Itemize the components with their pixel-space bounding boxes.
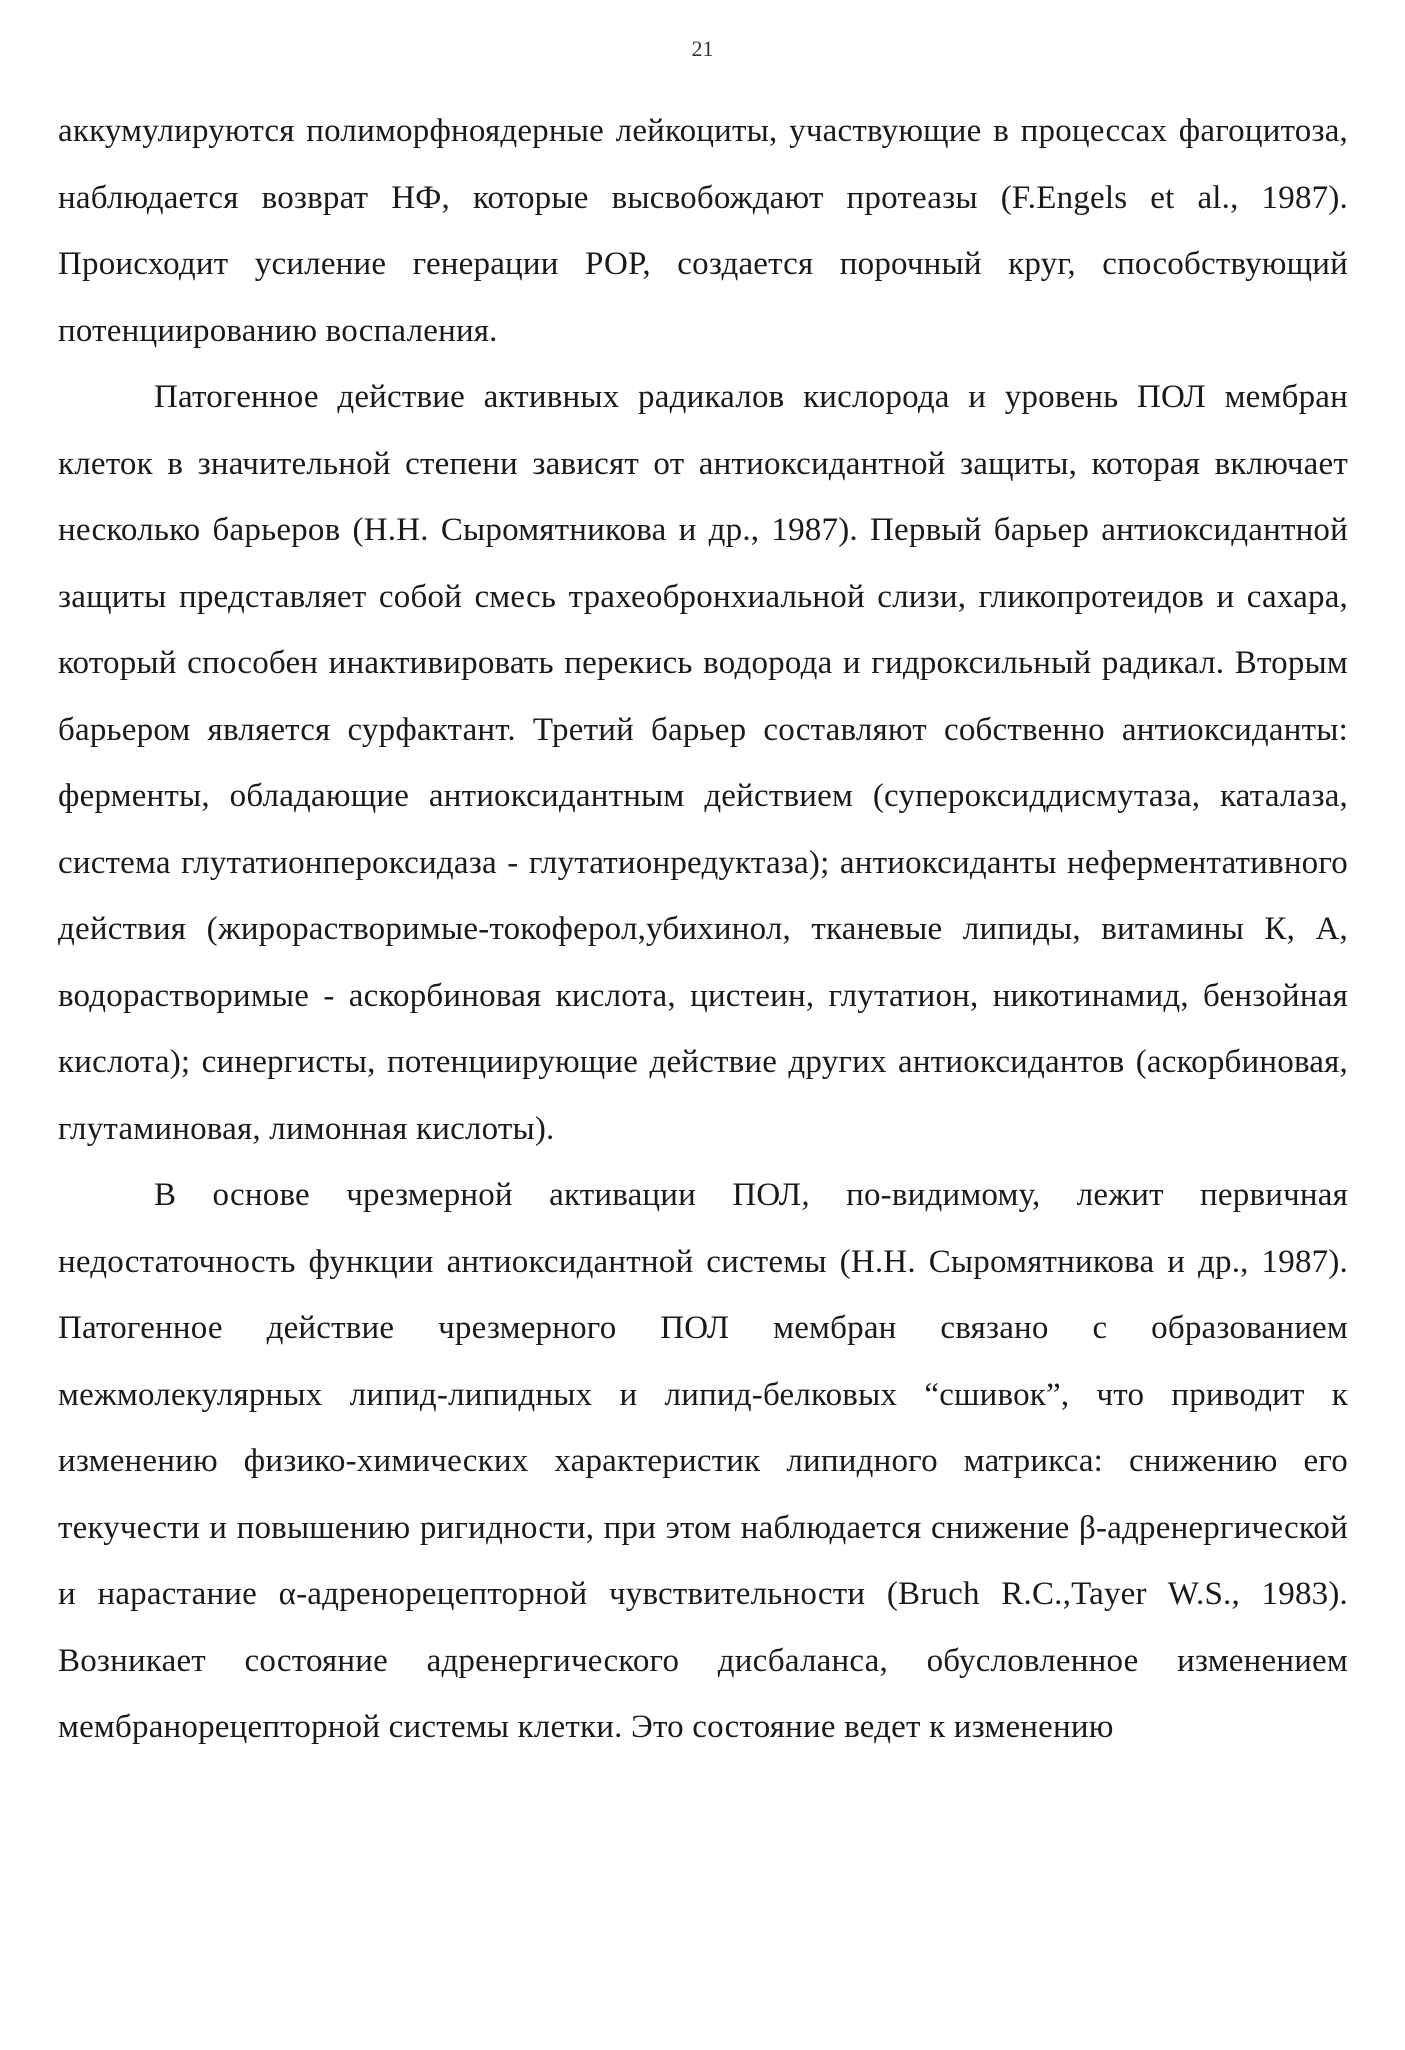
body-text: [58, 98, 1348, 1761]
paragraph-3: В основе чрезмерной активации ПОЛ, по-видимому, лежит первичная недостаточность функции антиоксидантной системы (Н.Н. Сыромятникова и др., 1987). Патогенное действие чрезмерного ПОЛ мембран связано с образованием межмолекулярных липид-липидных и липид-белковых “сшивок”, что приводит к изменению физико-химических характеристик липидного матрикса: снижению его текучести и повышению ригидности, при этом наблюдается снижение β-адренергической и нарастание α-адренорецепторной чувствительности (Bruch R.C.,Tayer W.S., 1983). Возникает состояние адренергического дисбаланса, обусловленное изменением мембранорецепторной системы клетки. Это состояние ведет к изменению: [58, 1177, 1348, 1745]
paragraph-2: Патогенное действие активных радикалов кислорода и уровень ПОЛ мембран клеток в значительной степени зависят от антиоксидантной защиты, которая включает несколько барьеров (Н.Н. Сыромятникова и др., 1987). Первый барьер антиоксидантной защиты представляет собой смесь трахеобронхиальной слизи, гликопротеидов и сахара, который способен инактивировать перекись водорода и гидроксильный радикал. Вторым барьером является сурфактант. Третий барьер составляют собственно антиоксиданты: ферменты, обладающие антиоксидантным действием (супероксиддисмутаза, каталаза, система глутатионпероксидаза - глутатионредуктаза); антиоксиданты неферментативного действия (жирорастворимые-токоферол,убихинол, тканевые липиды, витамины К, А, водорастворимые - аскорбиновая кислота, цистеин, глутатион, никотинамид, бензойная кислота); синергисты, потенциирующие действие других антиоксидантов (аскорбиновая, глутаминовая, лимонная кислоты).: [58, 379, 1348, 1147]
page-number: 21: [691, 36, 714, 61]
paragraph-1: аккумулируются полиморфноядерные лейкоциты, участвующие в процессах фагоцитоза, наблюдается возврат НФ, которые высвобождают протеазы (F.Engels et al., 1987). Происходит усиление генерации РОР, создается порочный круг, способствующий потенциированию воспаления.: [58, 113, 1348, 349]
